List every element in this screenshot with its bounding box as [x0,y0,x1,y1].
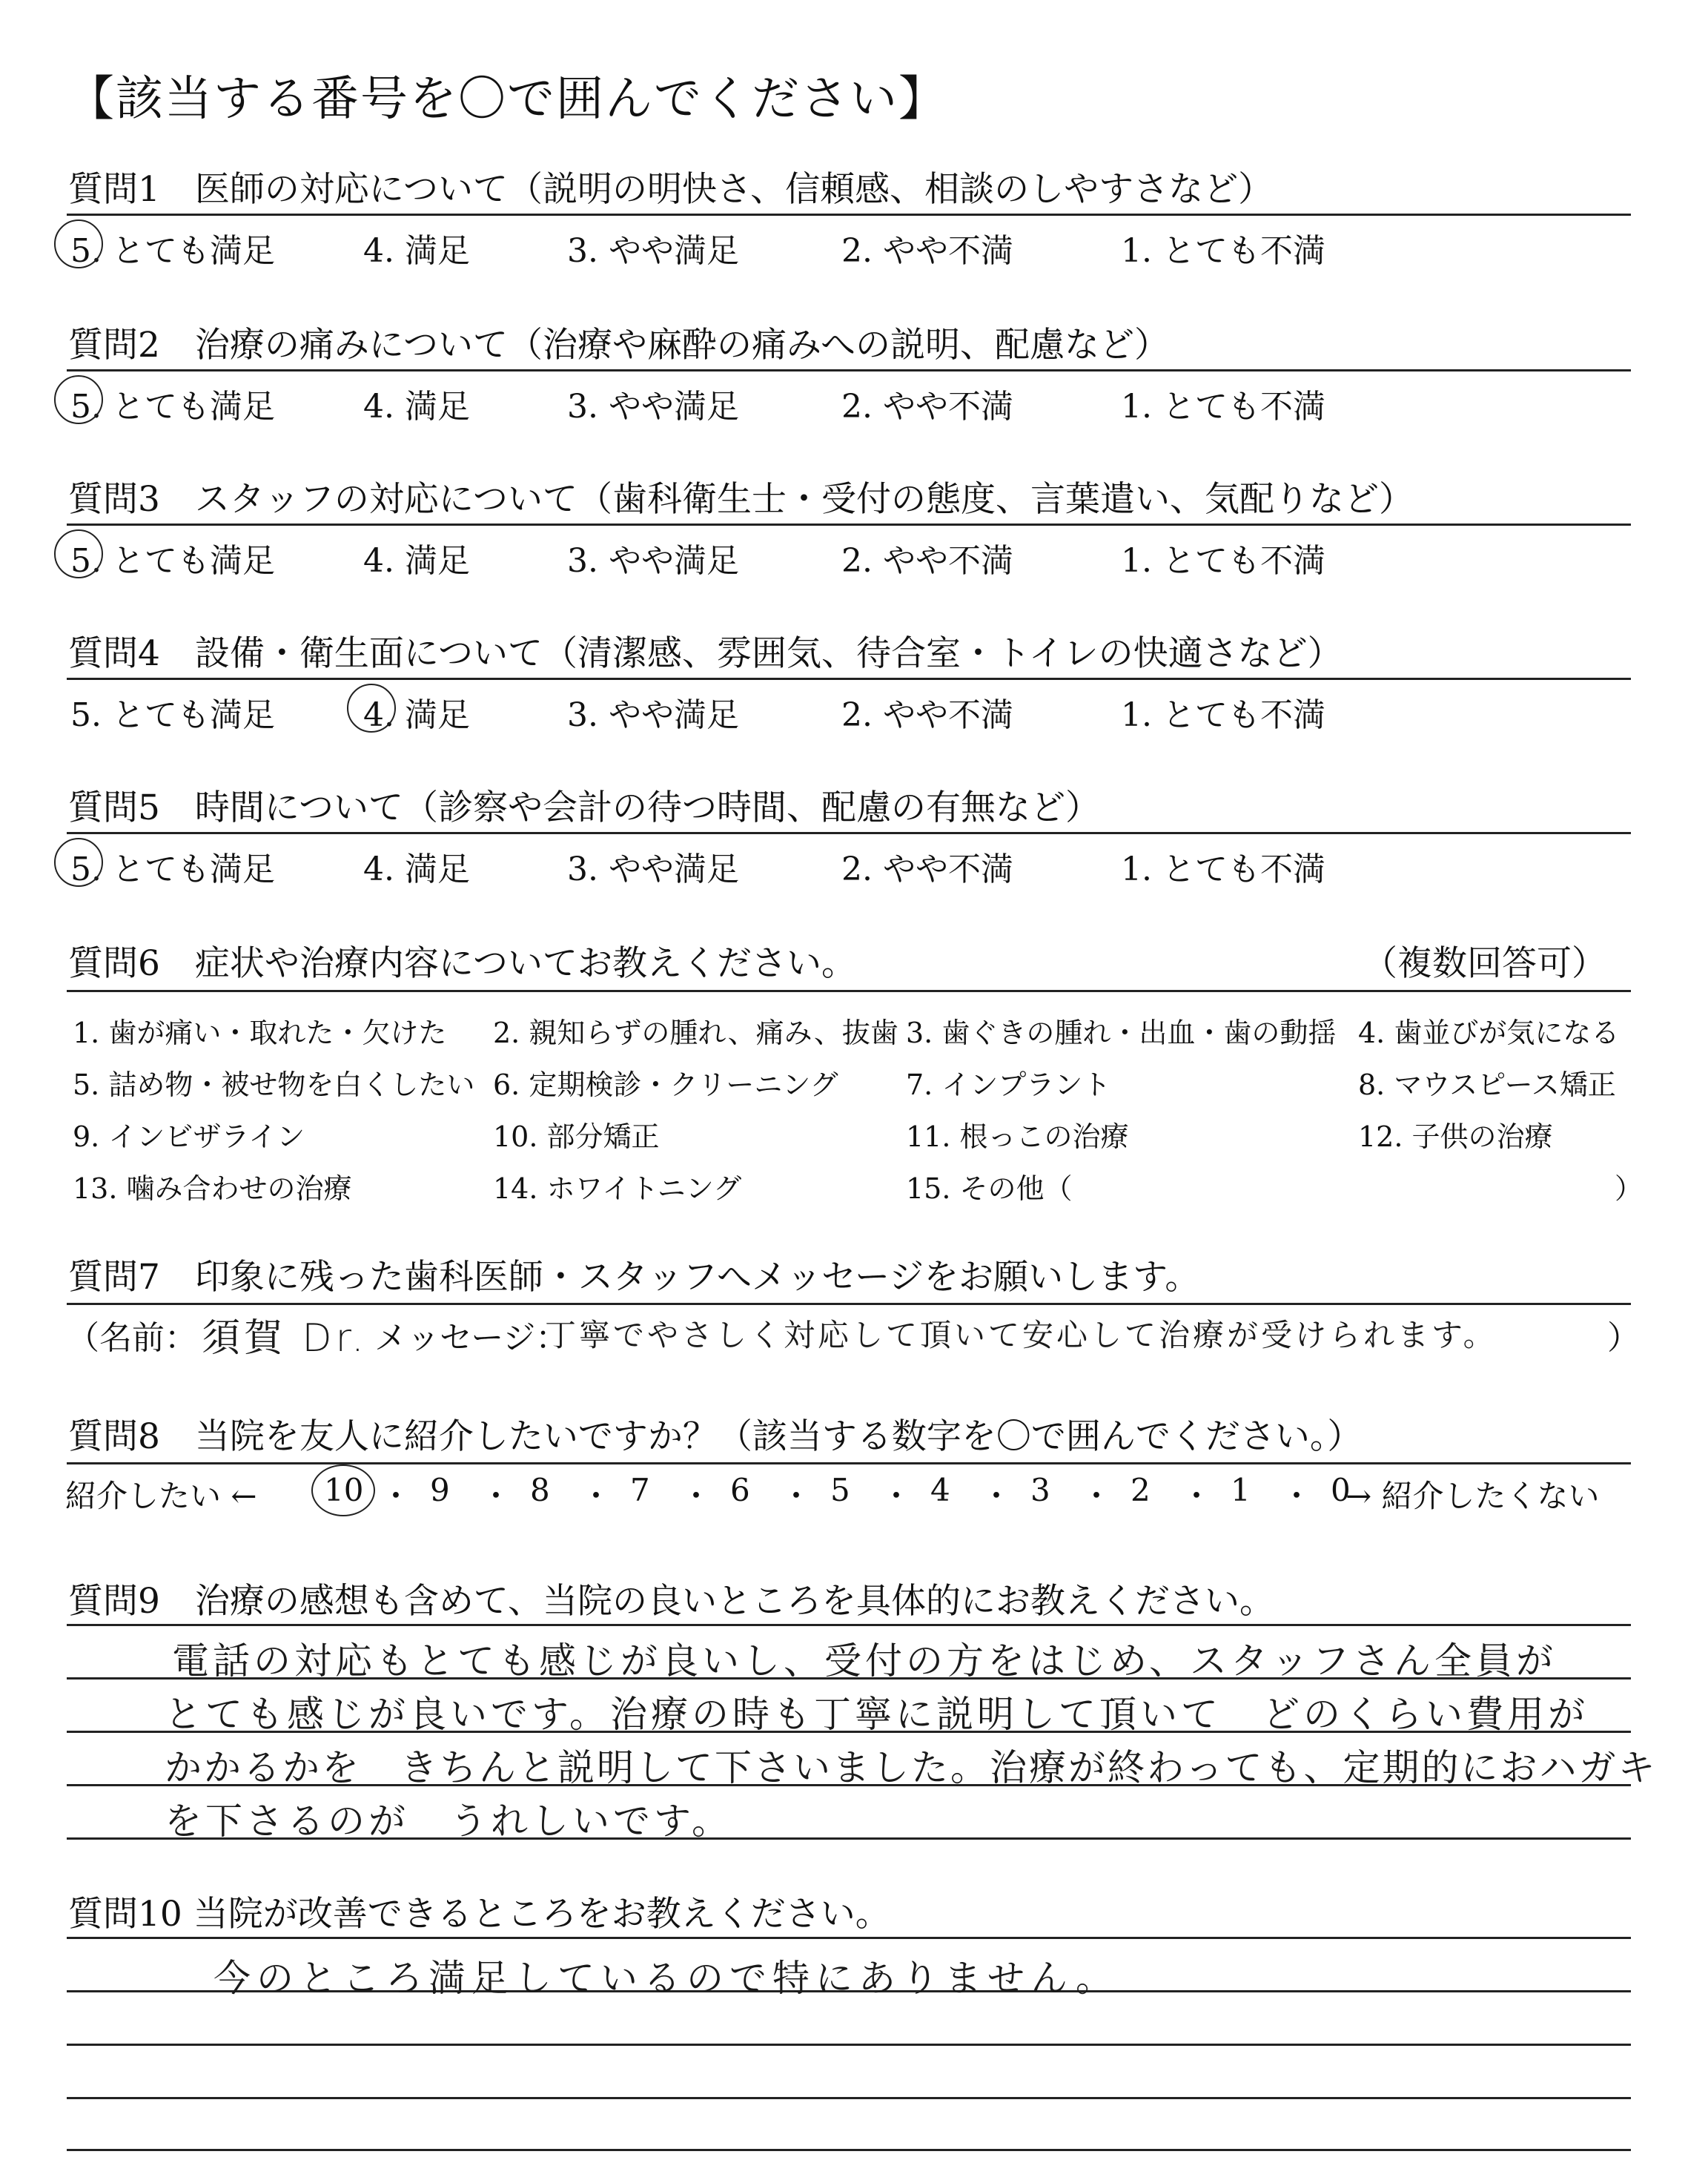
q9-rule-0 [67,1624,1631,1626]
q7-name-label: （名前： [67,1319,197,1357]
q4-selection-circle [347,684,396,733]
q8-rule [67,1462,1631,1464]
q10-answer-line-1[interactable]: 今のところ満足しているので特にありません。 [214,1957,1119,2000]
q9-heading: 質問9 治療の感想も含めて、当院の良いところを具体的にお教えください。 [68,1581,1274,1622]
q4-rule [67,678,1631,680]
q6-item-9[interactable]: 9. インビザライン [73,1120,305,1153]
q3-option-5[interactable]: 5. とても満足 [70,542,275,580]
q8-scale-7[interactable]: 7 [630,1472,650,1508]
q8-scale-separator: ・ [1181,1478,1213,1514]
q8-scale-separator: ・ [981,1478,1013,1514]
q6-item-7[interactable]: 7. インプラント [906,1069,1111,1101]
q6-item-8[interactable]: 8. マウスピース矯正 [1358,1069,1616,1101]
q7-close-paren: ） [1607,1319,1640,1357]
q8-scale-10[interactable]: 10 [324,1472,364,1508]
q8-scale-8[interactable]: 8 [530,1472,550,1508]
q6-item-1[interactable]: 1. 歯が痛い・取れた・欠けた [73,1017,447,1049]
q2-option-3[interactable]: 3. やや満足 [567,388,739,426]
q1-selection-circle [54,219,103,268]
q6-heading: 質問6 症状や治療内容についてお教えください。 [68,943,856,984]
q7-rule [67,1303,1631,1305]
q1-option-5[interactable]: 5. とても満足 [70,232,275,270]
q1-option-1[interactable]: 1. とても不満 [1121,232,1325,270]
q7-message-value[interactable]: 丁寧でやさしく対応して頂いて安心して治療が受けられます。 [545,1317,1497,1353]
q6-item-4[interactable]: 4. 歯並びが気になる [1358,1017,1620,1049]
q2-option-1[interactable]: 1. とても不満 [1121,388,1325,426]
q8-selection-circle [311,1464,375,1516]
q8-right-label: → 紹介したくない [1345,1478,1600,1514]
q4-option-5[interactable]: 5. とても満足 [70,696,275,734]
q1-rule [67,214,1631,216]
q10-rule-4 [67,2149,1631,2151]
q6-item-14[interactable]: 14. ホワイトニング [493,1172,742,1205]
q6-item-10[interactable]: 10. 部分矯正 [493,1120,660,1153]
q7-message-label: メッセージ： [374,1319,569,1357]
q10-heading: 質問10 当院が改善できるところをお教えください。 [68,1894,890,1935]
q1-option-2[interactable]: 2. やや不満 [841,232,1013,270]
q8-scale-separator: ・ [480,1478,512,1514]
q5-heading: 質問5 時間について（診察や会計の待つ時間、配慮の有無など） [68,787,1100,828]
q6-item-13[interactable]: 13. 噛み合わせの治療 [73,1172,352,1205]
q6-item-6[interactable]: 6. 定期検診・クリーニング [493,1069,838,1101]
q7-name-value[interactable]: 須賀 Dr. [202,1316,368,1361]
q1-option-3[interactable]: 3. やや満足 [567,232,739,270]
q9-answer-line-1[interactable]: 電話の対応もとても感じが良いし、受付の方をはじめ、スタッフさん全員が [172,1639,1557,1682]
q8-scale-separator: ・ [1281,1478,1313,1514]
q3-selection-circle [54,529,103,578]
q10-rule-2 [67,2044,1631,2046]
q8-scale-6[interactable]: 6 [730,1472,750,1508]
q2-option-2[interactable]: 2. やや不満 [841,388,1013,426]
q8-scale-3[interactable]: 3 [1030,1472,1050,1508]
q6-item-5[interactable]: 5. 詰め物・被せ物を白くしたい [73,1069,475,1101]
q9-answer-line-3[interactable]: かかるかを きちんと説明して下さいました。治療が終わっても、定期的におハガキ [165,1746,1658,1789]
q8-left-label: 紹介したい ← [65,1478,257,1514]
q3-option-2[interactable]: 2. やや不満 [841,542,1013,580]
q8-scale-separator: ・ [580,1478,612,1514]
q8-scale-0[interactable]: 0 [1331,1472,1351,1508]
q3-option-3[interactable]: 3. やや満足 [567,542,739,580]
q3-heading: 質問3 スタッフの対応について（歯科衛生士・受付の態度、言葉遣い、気配りなど） [68,479,1414,520]
q6-note: （複数回答可） [1363,943,1606,984]
q5-selection-circle [54,838,103,887]
q5-option-1[interactable]: 1. とても不満 [1121,851,1325,888]
q2-heading: 質問2 治療の痛みについて（治療や麻酔の痛みへの説明、配慮など） [68,325,1170,366]
q5-option-2[interactable]: 2. やや不満 [841,851,1013,888]
q6-item-12[interactable]: 12. 子供の治療 [1358,1120,1553,1153]
page-title: 【該当する番号を〇で囲んでください】 [67,72,947,127]
q6-other-close-paren: ） [1615,1172,1644,1205]
q8-scale-9[interactable]: 9 [430,1472,450,1508]
q5-option-3[interactable]: 3. やや満足 [567,851,739,888]
q8-scale-separator: ・ [881,1478,913,1514]
q2-option-4[interactable]: 4. 満足 [363,388,470,426]
q2-selection-circle [54,375,103,424]
q4-option-1[interactable]: 1. とても不満 [1121,696,1325,734]
q8-scale-separator: ・ [781,1478,812,1514]
q5-option-5[interactable]: 5. とても満足 [70,851,275,888]
q10-rule-3 [67,2097,1631,2099]
q6-item-11[interactable]: 11. 根っこの治療 [906,1120,1129,1153]
q6-rule [67,990,1631,992]
q9-answer-line-2[interactable]: とても感じが良いです。治療の時も丁寧に説明して頂いて どのくらい費用が [165,1693,1589,1736]
q6-item-2[interactable]: 2. 親知らずの腫れ、痛み、抜歯 [493,1017,898,1049]
q3-rule [67,524,1631,526]
q4-heading: 質問4 設備・衛生面について（清潔感、雰囲気、待合室・トイレの快適さなど） [68,633,1343,674]
q2-rule [67,369,1631,371]
q6-item-15[interactable]: 15. その他（ [906,1172,1073,1205]
q4-option-3[interactable]: 3. やや満足 [567,696,739,734]
q8-scale-separator: ・ [1081,1478,1113,1514]
q3-option-4[interactable]: 4. 満足 [363,542,470,580]
q10-rule-0 [67,1937,1631,1939]
q5-option-4[interactable]: 4. 満足 [363,851,470,888]
q9-answer-line-4[interactable]: を下さるのが うれしいです。 [165,1800,732,1843]
q8-scale-4[interactable]: 4 [930,1472,950,1508]
q8-scale-5[interactable]: 5 [830,1472,850,1508]
q8-scale-2[interactable]: 2 [1131,1472,1151,1508]
q8-scale-separator: ・ [681,1478,712,1514]
q6-item-3[interactable]: 3. 歯ぐきの腫れ・出血・歯の動揺 [906,1017,1337,1049]
q4-option-2[interactable]: 2. やや不満 [841,696,1013,734]
q8-heading: 質問8 当院を友人に紹介したいですか？（該当する数字を〇で囲んでください。） [68,1416,1363,1457]
q8-scale-separator: ・ [380,1478,412,1514]
q3-option-1[interactable]: 1. とても不満 [1121,542,1325,580]
q1-option-4[interactable]: 4. 満足 [363,232,470,270]
q8-scale-1[interactable]: 1 [1231,1472,1251,1508]
q2-option-5[interactable]: 5. とても満足 [70,388,275,426]
q7-heading: 質問7 印象に残った歯科医師・スタッフへメッセージをお願いします。 [68,1257,1200,1298]
q5-rule [67,832,1631,834]
q4-option-4[interactable]: 4. 満足 [363,696,470,734]
q1-heading: 質問1 医師の対応について（説明の明快さ、信頼感、相談のしやすさなど） [68,169,1274,210]
